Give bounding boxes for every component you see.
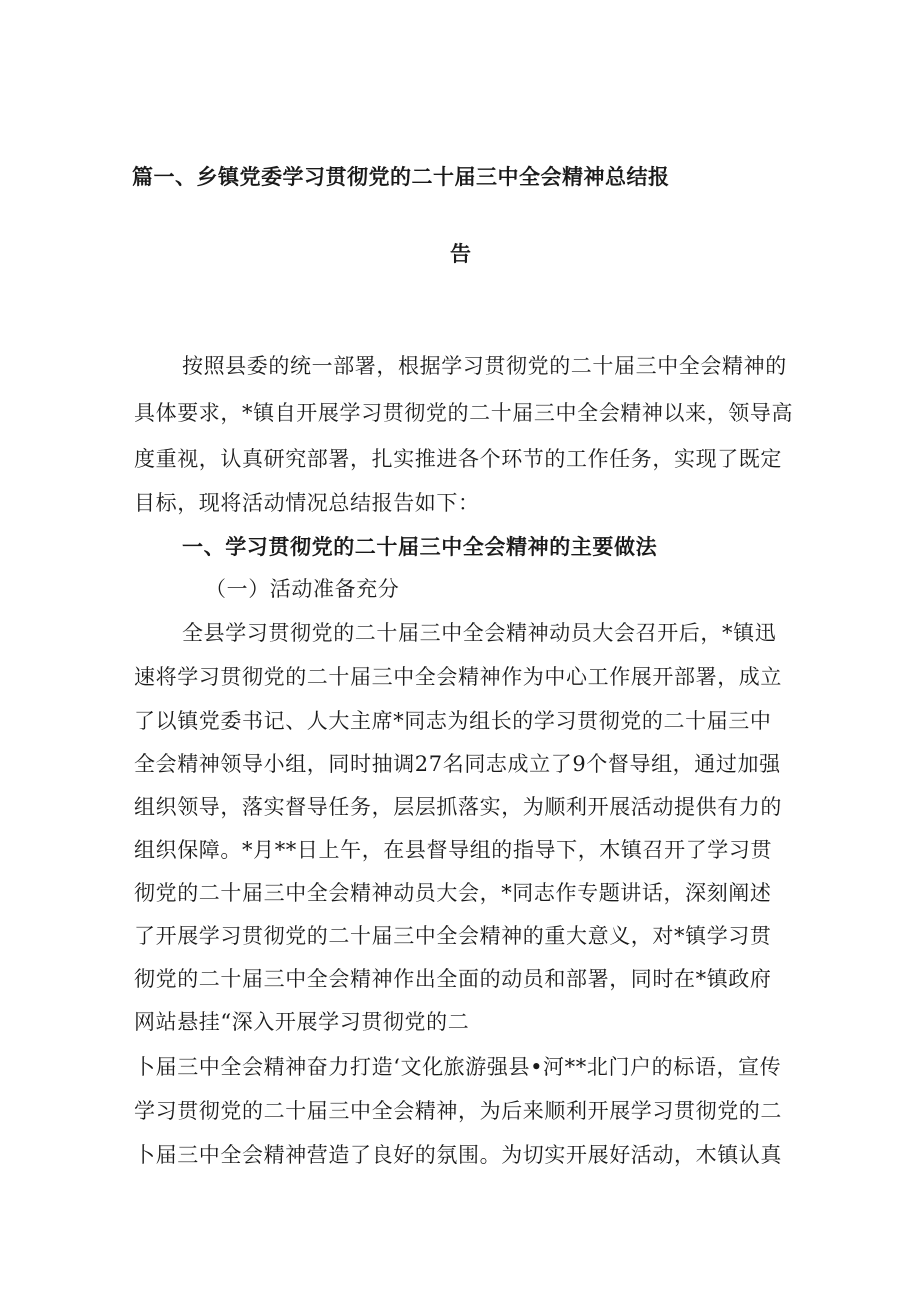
paragraph-line: 组织领导，落实督导任务，层层抓落实，为顺利开展活动提供有力的	[134, 795, 782, 819]
paragraph-line: 彻党的二十届三中全会精神动员大会，*同志作专题讲话，深刻阐述	[134, 881, 772, 905]
paragraph-line: 网站悬挂“深入开展学习贯彻党的二	[134, 1010, 470, 1034]
subsection-heading: （一）活动准备充分	[205, 577, 400, 601]
paragraph-line: 目标，现将活动情况总结报告如下：	[134, 491, 480, 515]
paragraph-line: 度重视，认真研究部署，扎实推进各个环节的工作任务，实现了既定	[134, 447, 782, 471]
paragraph-line: 学习贯彻党的二十届三中全会精神，为后来顺利开展学习贯彻党的二	[134, 1099, 782, 1123]
section-heading: 一、学习贯彻党的二十届三中全会精神的主要做法	[182, 535, 658, 559]
document-title-line-1: 篇一、乡镇党委学习贯彻党的二十届三中全会精神总结报	[132, 165, 670, 189]
paragraph-line: 了以镇党委书记、人大主席*同志为组长的学习贯彻党的二十届三中	[134, 709, 772, 733]
paragraph-line: 具体要求，*镇自开展学习贯彻党的二十届三中全会精神以来，领导高	[134, 401, 794, 425]
paragraph-line: 速将学习贯彻党的二十届三中全会精神作为中心工作展开部署，成立	[134, 665, 782, 689]
paragraph-line: 组织保障。*月**日上午，在县督导组的指导下，木镇召开了学习贯	[134, 838, 773, 862]
document-title-line-2: 告	[450, 242, 472, 266]
paragraph-line: 卜届三中全会精神营造了良好的氛围。为切实开展好活动，木镇认真	[134, 1143, 782, 1167]
paragraph-line: 了开展学习贯彻党的二十届三中全会精神的重大意义，对*镇学习贯	[134, 924, 772, 948]
paragraph-line: 卜届三中全会精神奋力打造‘文化旅游强县•河**北门户的标语，宣传	[134, 1055, 782, 1079]
paragraph-line: 按照县委的统一部署，根据学习贯彻党的二十届三中全会精神的	[182, 354, 787, 378]
paragraph-line: 全县学习贯彻党的二十届三中全会精神动员大会召开后，*镇迅	[182, 621, 777, 645]
paragraph-line: 彻党的二十届三中全会精神作出全面的动员和部署，同时在*镇政府	[134, 967, 772, 991]
paragraph-line: 全会精神领导小组，同时抽调27名同志成立了9个督导组，通过加强	[134, 752, 781, 776]
